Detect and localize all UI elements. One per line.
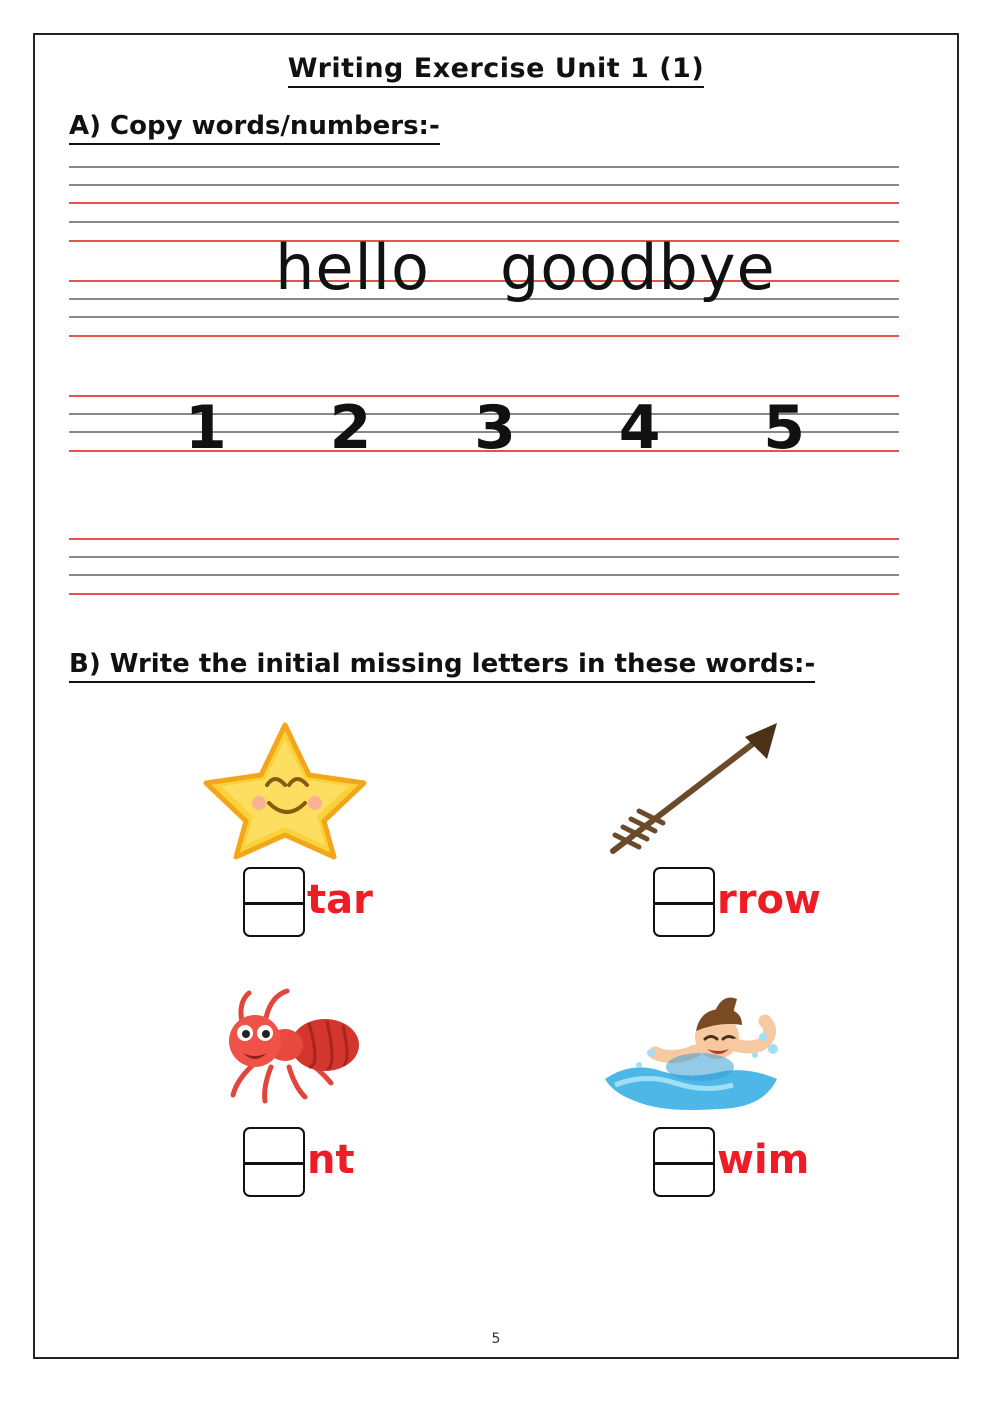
word-remainder-tar: tar — [307, 877, 373, 923]
missing-letter-box[interactable] — [653, 867, 715, 937]
missing-letter-box[interactable] — [243, 1127, 305, 1197]
copy-number-4: 4 — [618, 393, 661, 463]
rule-line-red — [69, 538, 899, 540]
section-b-heading — [69, 649, 815, 679]
copy-numbers-row — [185, 393, 805, 463]
picture-word-grid — [75, 715, 921, 1275]
arrow-icon — [595, 715, 795, 865]
ruled-lines-group-4[interactable] — [69, 538, 899, 614]
missing-letter-box[interactable] — [243, 867, 305, 937]
rule-line — [69, 556, 899, 558]
exercise-item-arrow — [545, 715, 965, 985]
section-a-heading-text: A) Copy words/numbers:- — [69, 111, 440, 145]
ant-icon — [185, 975, 385, 1125]
swimming-boy-icon — [595, 975, 795, 1125]
exercise-item-ant — [135, 975, 555, 1245]
exercise-item-swim — [545, 975, 965, 1245]
copy-number-1: 1 — [185, 393, 227, 463]
word-remainder-wim: wim — [717, 1137, 810, 1183]
answer-row-ant — [243, 1127, 355, 1197]
exercise-item-star — [135, 715, 555, 985]
page-title-text: Writing Exercise Unit 1 (1) — [288, 53, 704, 88]
answer-row-swim — [653, 1127, 809, 1197]
copy-word-hello: hello — [275, 231, 430, 304]
answer-row-star — [243, 867, 373, 937]
copy-number-3: 3 — [474, 393, 516, 463]
copy-number-5: 5 — [763, 393, 805, 463]
section-b-heading-text: B) Write the initial missing letters in these words:- — [69, 649, 815, 683]
page-title — [35, 53, 957, 84]
page-number: 5 — [491, 1331, 501, 1347]
copy-word-goodbye: goodbye — [499, 231, 776, 304]
word-remainder-nt: nt — [307, 1137, 355, 1183]
copy-words-row — [69, 158, 899, 377]
worksheet-page — [33, 33, 959, 1359]
word-remainder-rrow: rrow — [717, 877, 821, 923]
copy-number-2: 2 — [329, 393, 372, 463]
answer-row-arrow — [653, 867, 821, 937]
missing-letter-box[interactable] — [653, 1127, 715, 1197]
rule-line — [69, 574, 899, 576]
star-icon — [185, 715, 385, 865]
section-a-heading — [69, 111, 440, 141]
rule-line-red — [69, 593, 899, 595]
